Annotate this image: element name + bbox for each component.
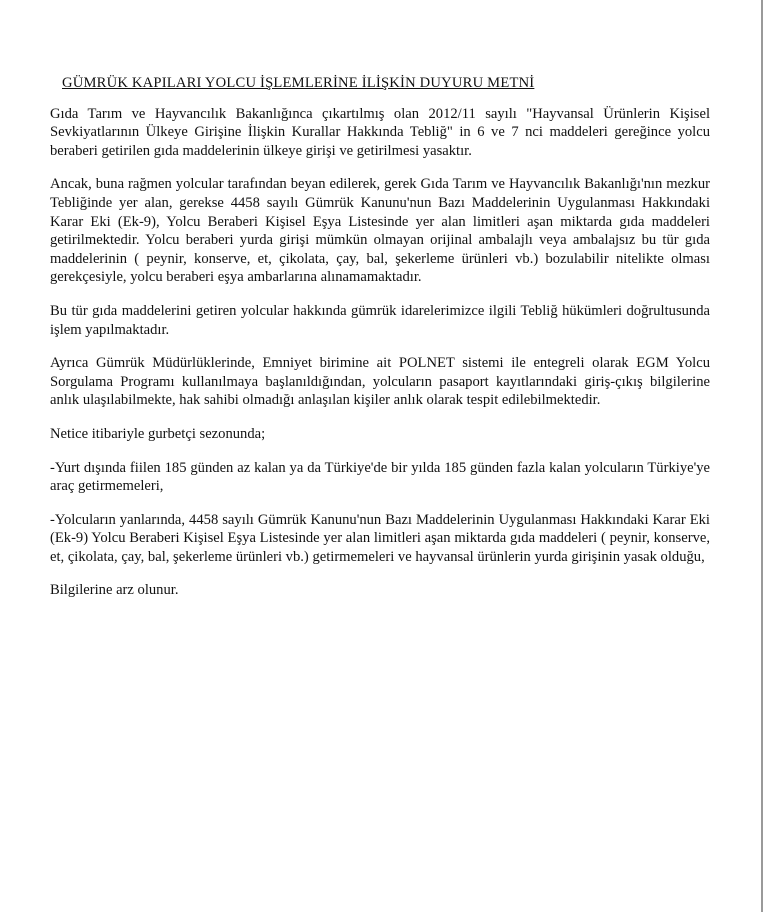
paragraph-procedures: Bu tür gıda maddelerini getiren yolcular hakkında gümrük idarelerimizce ilgili Tebliğ hükümleri doğrultusunda işlem yapılmaktadır. (50, 302, 710, 338)
document-body (50, 74, 710, 615)
paragraph-declarations: Ancak, buna rağmen yolcular tarafından beyan edilerek, gerek Gıda Tarım ve Hayvancılık Bakanlığı'nın mezkur Tebliğinde yer alan, gerekse 4458 sayılı Gümrük Kanunu'nun Bazı Maddelerinin Uygulanması Hakkındaki Karar Eki (Ek-9), Yolcu Beraberi Kişisel Eşya Listesinde yer alan limitleri aşan miktarda gıda maddeleri getirilmektedir. Yolcu beraberi yurda girişi mümkün olmayan orijinal ambalajlı veya ambalajsız bu tür gıda maddelerinin ( peynir, konserve, et, çikolata, çay, bal, şekerleme ürünleri vb.) bozulabilir nitelikte olması gerekçesiyle, yolcu beraberi eşya ambarlarına alınamamaktadır. (50, 176, 710, 286)
paragraph-food-rule: -Yolcuların yanlarında, 4458 sayılı Gümrük Kanunu'nun Bazı Maddelerinin Uygulanması Hakkındaki Karar Eki (Ek-9) Yolcu Beraberi Kişisel Eşya Listesinde yer alan limitleri aşan miktarda gıda maddeleri ( peynir, konserve, et, çikolata, çay, bal, şekerleme ürünleri vb.) getirmemeleri ve hayvansal ürünlerin yurda girişinin yasak olduğu, (50, 511, 710, 565)
paragraph-intro: Gıda Tarım ve Hayvancılık Bakanlığınca çıkartılmış olan 2012/11 sayılı "Hayvansal Ürünlerin Kişisel Sevkiyatlarının Ülkeye Girişine İlişkin Kurallar Hakkında Tebliğ" in 6 ve 7 nci maddeleri gereğince yolcu beraberi getirilen gıda maddelerinin ülkeye girişi ve getirilmesi yasaktır. (50, 105, 710, 159)
paragraph-season: Netice itibariyle gurbetçi sezonunda; (50, 425, 266, 442)
paragraph-vehicle-rule: -Yurt dışında fiilen 185 günden az kalan ya da Türkiye'de bir yılda 185 günden fazla kalan yolcuların Türkiye'ye araç getirmemeleri, (50, 459, 710, 495)
document-title: GÜMRÜK KAPILARI YOLCU İŞLEMLERİNE İLİŞKİN DUYURU METNİ (62, 75, 535, 91)
paragraph-polnet: Ayrıca Gümrük Müdürlüklerinde, Emniyet birimine ait POLNET sistemi ile entegreli olarak EGM Yolcu Sorgulama Programı kullanılmaya başlanıldığından, yolcuların pasaport kayıtlarındaki giriş-çıkış bilgilerine anlık ulaşılabilmekte, hak sahibi olmadığı anlaşılan kişiler anlık olarak tespit edilebilmektedir. (50, 355, 710, 409)
closing-line: Bilgilerine arz olunur. (50, 582, 179, 599)
